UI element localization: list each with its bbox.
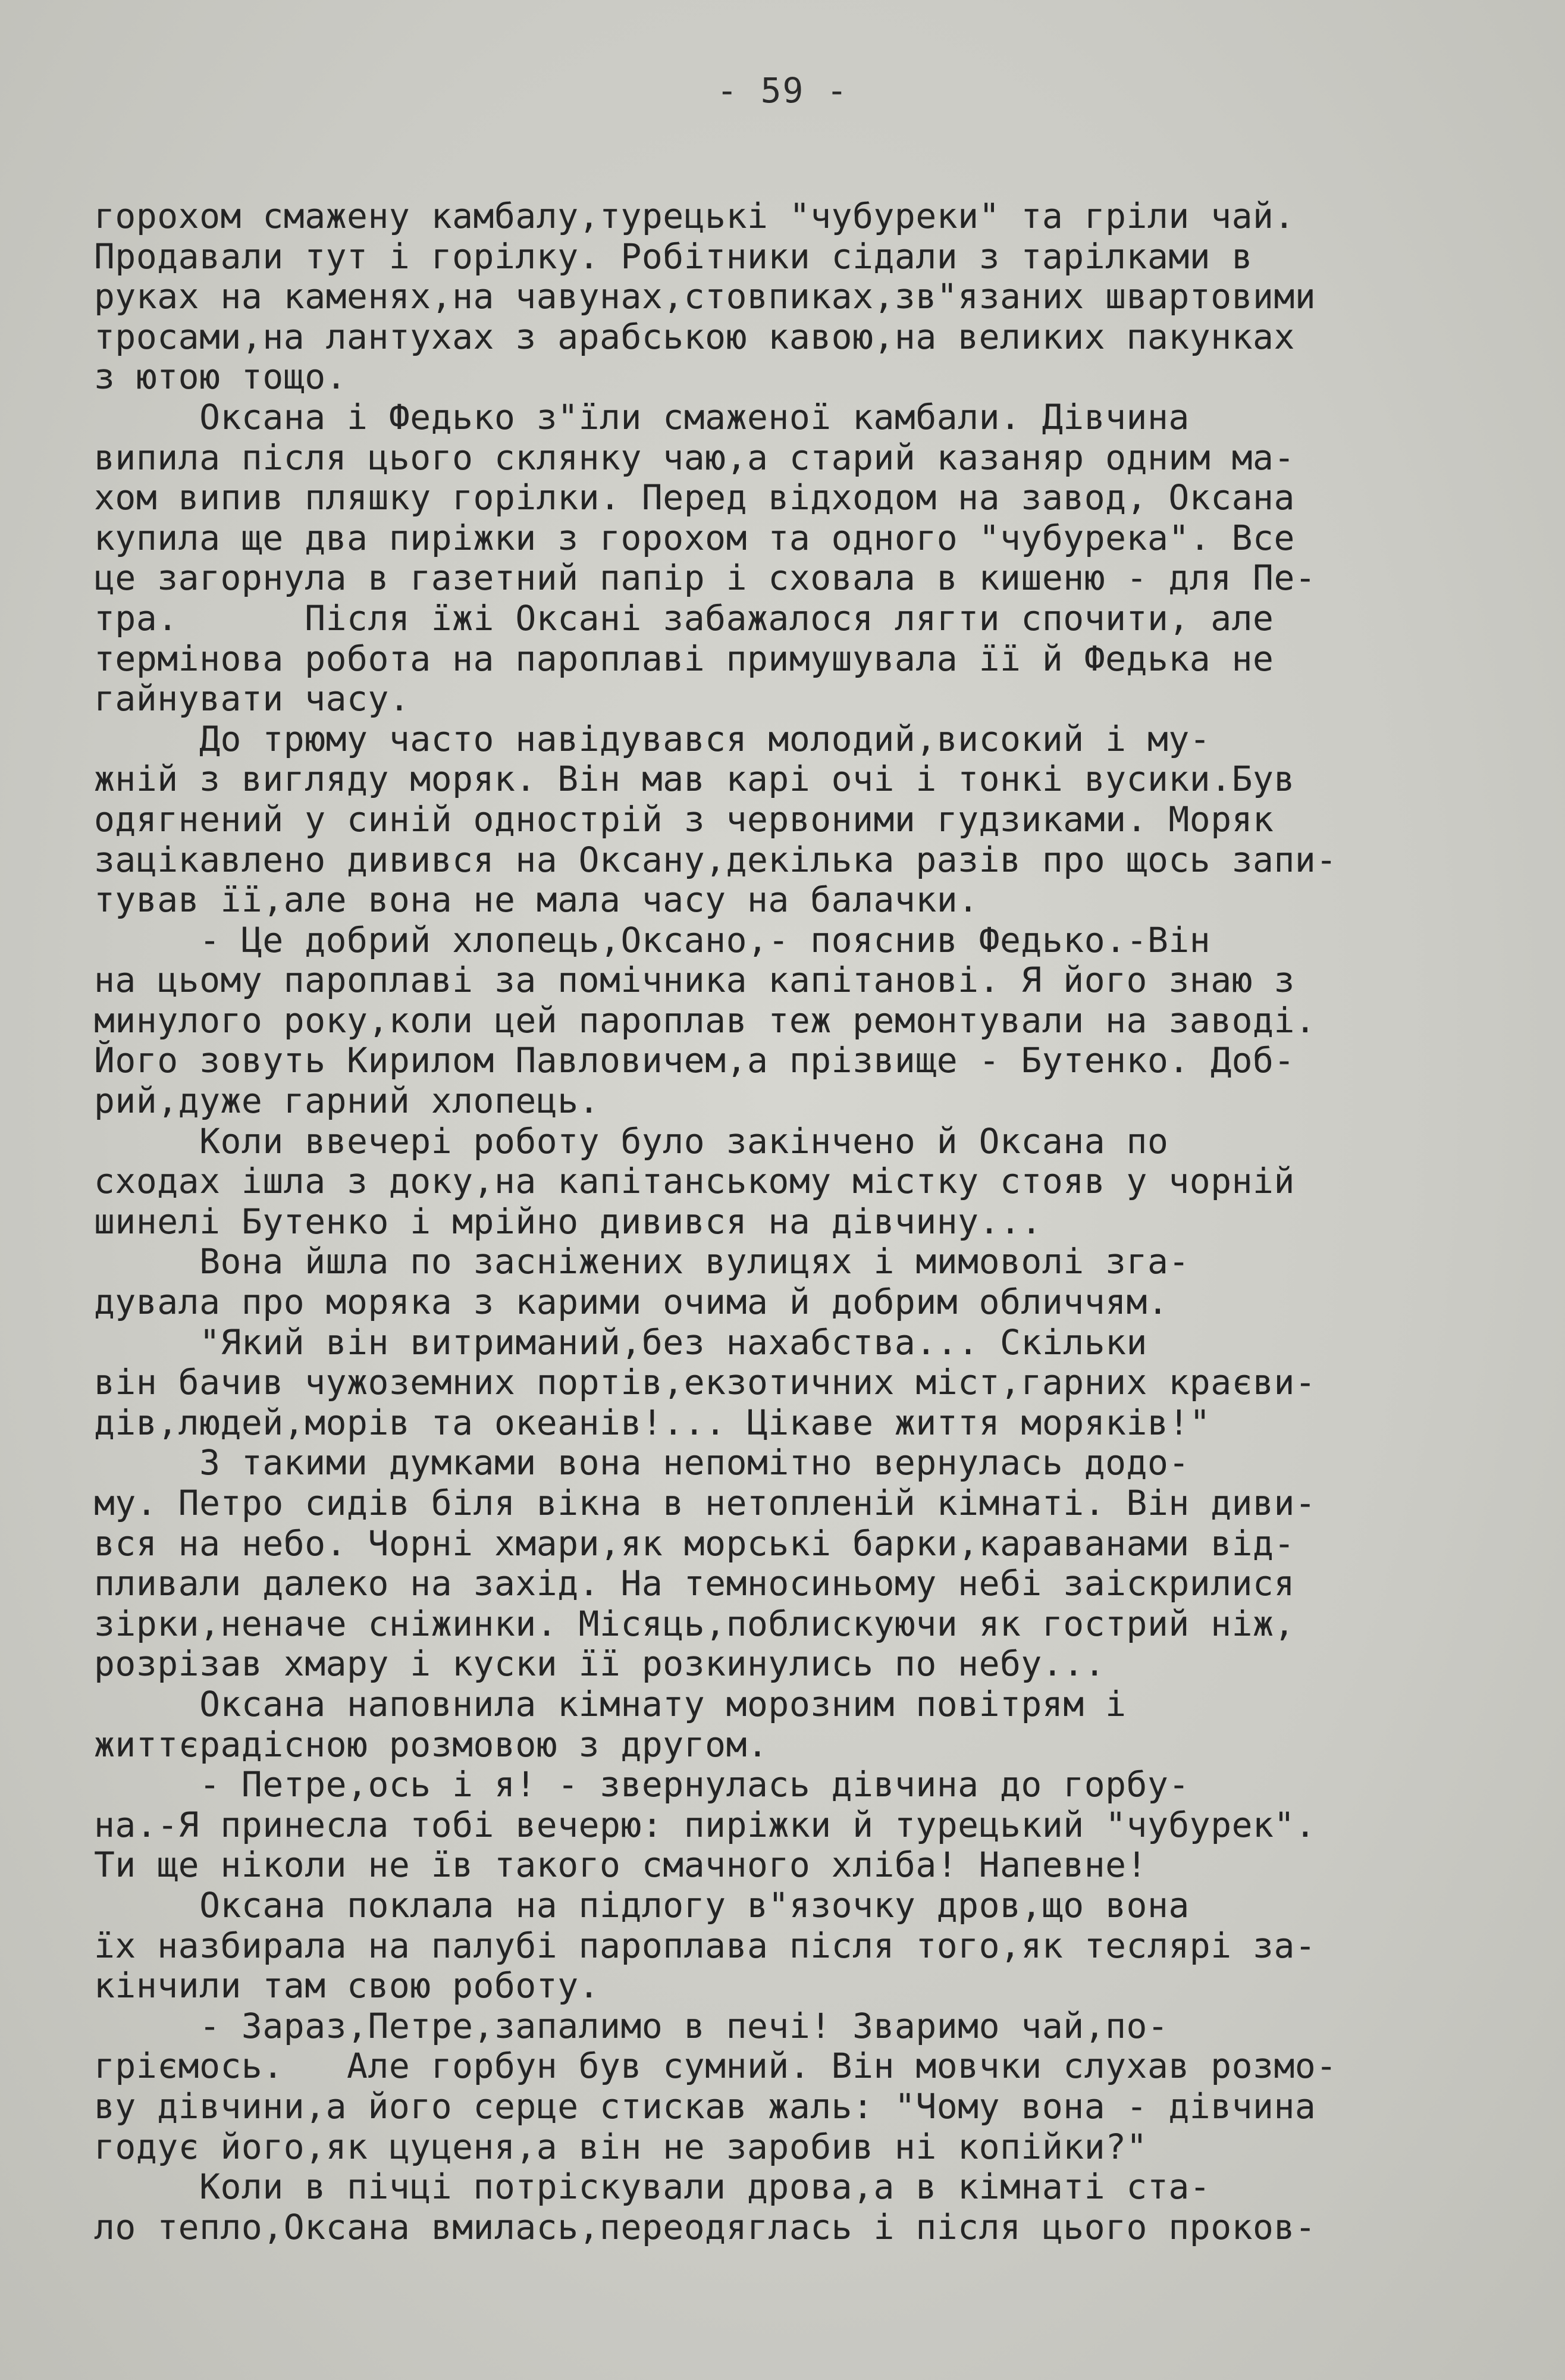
- text-line: він бачив чужоземних портів,екзотичних міст,гарних краєви-: [94, 1362, 1316, 1403]
- text-line: Коли ввечері роботу було закінчено й Оксана по: [94, 1120, 1169, 1161]
- text-line: - Петре,ось і я! - звернулась дівчина до горбу-: [94, 1764, 1190, 1805]
- text-line: горохом смажену камбалу,турецькі "чубуреки" та гріли чай.: [94, 196, 1295, 236]
- text-line: тра. Після їжі Оксані забажалося лягти спочити, але: [94, 597, 1274, 638]
- text-line: зацікавлено дивився на Оксану,декілька разів про щось запи-: [94, 839, 1337, 880]
- text-line: на.-Я принесла тобі вечерю: пиріжки й турецький "чубурек".: [94, 1804, 1316, 1845]
- text-line: Продавали тут і горілку. Робітники сідали з тарілками в: [94, 236, 1253, 277]
- text-body: [94, 196, 1486, 2247]
- text-line: кінчили там свою роботу.: [94, 1965, 600, 2006]
- text-line: Оксана наповнила кімнату морозним повітрям і: [94, 1683, 1127, 1724]
- text-line: ло тепло,Оксана вмилась,переодяглась і після цього проков-: [94, 2206, 1316, 2247]
- page-number: - 59 -: [716, 70, 849, 111]
- text-line: розрізав хмару і куски її розкинулись по небу...: [94, 1643, 1106, 1684]
- text-line: Оксана поклала на підлогу в"язочку дров,що вона: [94, 1884, 1190, 1925]
- text-line: це загорнула в газетний папір і сховала в кишеню - для Пе-: [94, 558, 1316, 599]
- text-line: купила ще два пиріжки з горохом та одного "чубурека". Все: [94, 517, 1295, 558]
- text-line: дувала про моряка з карими очима й добрим обличчям.: [94, 1282, 1169, 1323]
- text-line: му. Петро сидів біля вікна в нетопленій кімнаті. Він диви-: [94, 1483, 1316, 1523]
- text-line: сходах ішла з доку,на капітанському містку стояв у чорній: [94, 1161, 1295, 1202]
- text-line: вся на небо. Чорні хмари,як морські барки,караванами від-: [94, 1523, 1295, 1564]
- text-line: "Який він витриманий,без нахабства... Скільки: [94, 1321, 1147, 1363]
- text-line: зірки,неначе сніжинки. Місяць,поблискуючи як гострий ніж,: [94, 1603, 1295, 1644]
- text-line: на цьому пароплаві за помічника капітанові. Я його знаю з: [94, 960, 1295, 1001]
- text-line: шинелі Бутенко і мрійно дивився на дівчину...: [94, 1201, 1042, 1242]
- text-line: Ти ще ніколи не їв такого смачного хліба! Напевне!: [94, 1844, 1147, 1886]
- text-line: До трюму часто навідувався молодий,високий і му-: [94, 718, 1211, 759]
- text-line: рий,дуже гарний хлопець.: [94, 1081, 600, 1122]
- text-line: годує його,як цуценя,а він не заробив ні копійки?": [94, 2126, 1147, 2167]
- text-line: - Зараз,Петре,запалимо в печі! Зваримо чай,по-: [94, 2005, 1169, 2046]
- text-line: - Це добрий хлопець,Оксано,- пояснив Федько.-Він: [94, 919, 1211, 960]
- text-line: з ютою тощо.: [94, 356, 347, 397]
- text-line: З такими думками вона непомітно вернулась додо-: [94, 1442, 1190, 1483]
- text-line: жній з вигляду моряк. Він мав карі очі і тонкі вусики.Був: [94, 759, 1295, 800]
- text-line: випила після цього склянку чаю,а старий казаняр одним ма-: [94, 437, 1295, 478]
- text-line: тросами,на лантухах з арабською кавою,на великих пакунках: [94, 316, 1295, 357]
- text-line: їх назбирала на палубі пароплава після того,як теслярі за-: [94, 1925, 1316, 1966]
- text-line: життєрадісною розмовою з другом.: [94, 1724, 769, 1765]
- text-line: Вона йшла по засніжених вулицях і мимоволі зга-: [94, 1241, 1190, 1282]
- text-line: термінова робота на пароплаві примушувала її й Федька не: [94, 638, 1274, 679]
- text-line: минулого року,коли цей пароплав теж ремонтували на заводі.: [94, 1000, 1316, 1041]
- text-line: пливали далеко на захід. На темносиньому небі заіскрилися: [94, 1563, 1295, 1604]
- text-line: гріємось. Але горбун був сумний. Він мовчки слухав розмо-: [94, 2046, 1337, 2087]
- text-line: тував її,але вона не мала часу на балачки.: [94, 879, 979, 920]
- text-line: ву дівчини,а його серце стискав жаль: "Чому вона - дівчина: [94, 2085, 1316, 2127]
- text-line: дів,людей,морів та океанів!... Цікаве життя моряків!": [94, 1402, 1211, 1443]
- text-line: руках на каменях,на чавунах,стовпиках,зв"язаних швартовими: [94, 276, 1316, 317]
- text-line: Оксана і Федько з"їли смаженої камбали. Дівчина: [94, 396, 1190, 437]
- text-line: Його зовуть Кирилом Павловичем,а прізвище - Бутенко. Доб-: [94, 1040, 1295, 1081]
- text-line: одягнений у синій однострій з червоними гудзиками. Моряк: [94, 798, 1274, 840]
- text-line: хом випив пляшку горілки. Перед відходом на завод, Оксана: [94, 477, 1295, 518]
- text-line: гайнувати часу.: [94, 678, 410, 719]
- text-line: Коли в пічці потріскували дрова,а в кімнаті ста-: [94, 2166, 1211, 2207]
